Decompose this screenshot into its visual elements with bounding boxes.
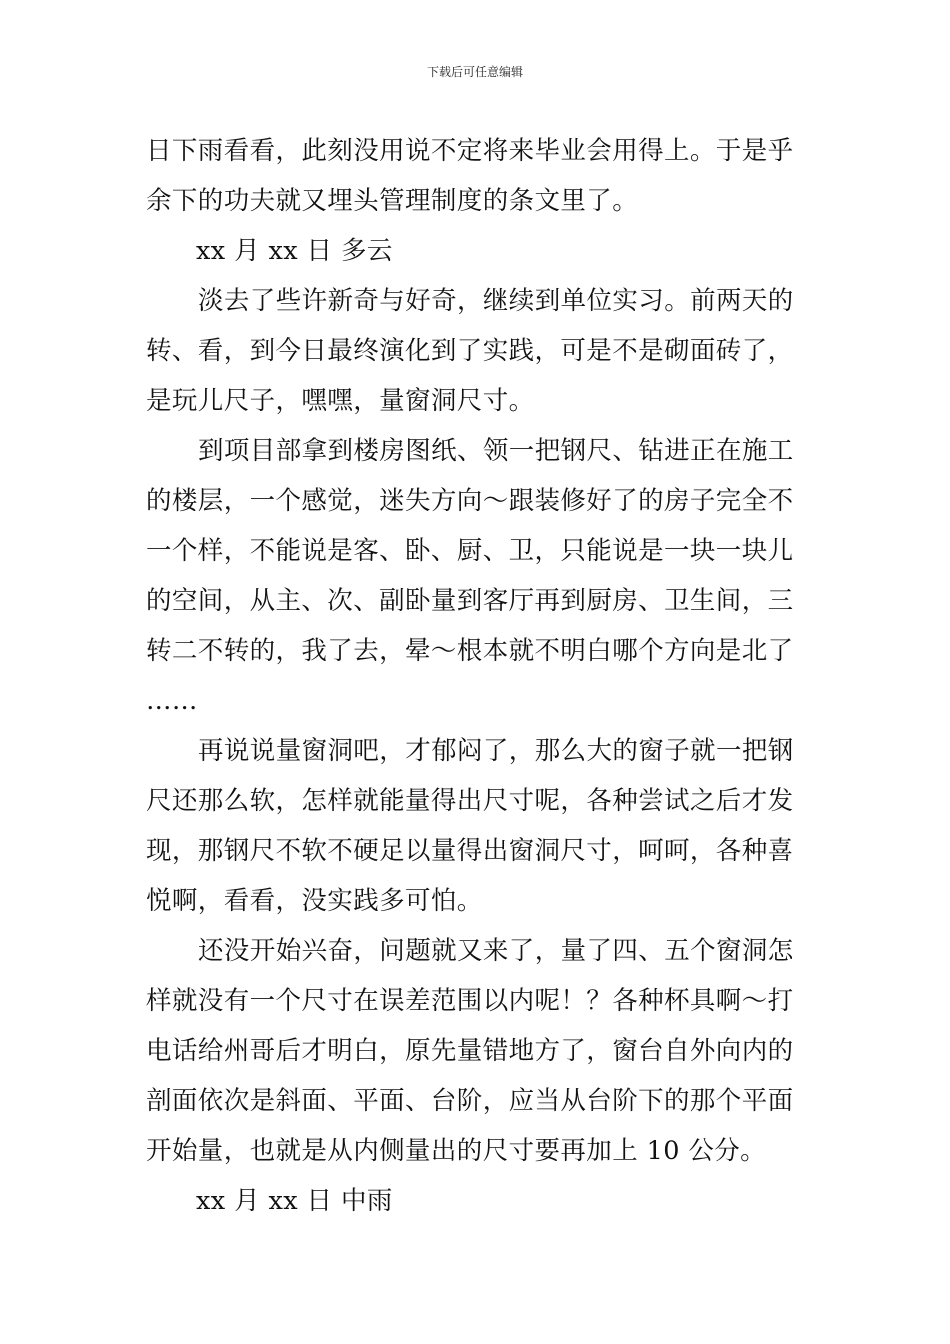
date-heading: xx 月 xx 日 多云 xyxy=(196,236,393,266)
text-line: 转、看，到今日最终演化到了实践，可是不是砌面砖了， xyxy=(146,336,794,366)
text-line: 电话给州哥后才明白，原先量错地方了，窗台自外向内的 xyxy=(146,1036,794,1066)
date-heading: xx 月 xx 日 中雨 xyxy=(196,1186,393,1216)
document-body xyxy=(146,126,806,1226)
text-line: 样就没有一个尺寸在误差范围以内呢！？各种杯具啊～打 xyxy=(146,986,794,1016)
text-line: 悦啊，看看，没实践多可怕。 xyxy=(146,886,483,916)
text-line: 转二不转的，我了去，晕～根本就不明白哪个方向是北了 xyxy=(146,636,794,666)
text-line: 现，那钢尺不软不硬足以量得出窗洞尺寸，呵呵，各种喜 xyxy=(146,836,794,866)
paragraph-start-line: 淡去了些许新奇与好奇，继续到单位实习。前两天的 xyxy=(198,286,794,316)
page-header-note: 下载后可任意编辑 xyxy=(426,65,523,79)
paragraph-start-line: 到项目部拿到楼房图纸、领一把钢尺、钻进正在施工 xyxy=(198,436,794,466)
text-line: …… xyxy=(146,686,198,716)
text-line: 余下的功夫就又埋头管理制度的条文里了。 xyxy=(146,186,639,216)
text-line: 开始量，也就是从内侧量出的尺寸要再加上 10 公分。 xyxy=(146,1136,767,1166)
text-line: 剖面依次是斜面、平面、台阶，应当从台阶下的那个平面 xyxy=(146,1086,794,1116)
text-line: 的楼层，一个感觉，迷失方向～跟装修好了的房子完全不 xyxy=(146,486,794,516)
text-line: 日下雨看看，此刻没用说不定将来毕业会用得上。于是乎 xyxy=(146,136,794,166)
text-line: 尺还那么软，怎样就能量得出尺寸呢，各种尝试之后才发 xyxy=(146,786,794,816)
text-line: 一个样，不能说是客、卧、厨、卫，只能说是一块一块儿 xyxy=(146,536,794,566)
paragraph-start-line: 还没开始兴奋，问题就又来了，量了四、五个窗洞怎 xyxy=(198,936,794,966)
text-line: 是玩儿尺子，嘿嘿，量窗洞尺寸。 xyxy=(146,386,535,416)
paragraph-start-line: 再说说量窗洞吧，才郁闷了，那么大的窗子就一把钢 xyxy=(198,736,794,766)
text-line: 的空间，从主、次、副卧量到客厅再到厨房、卫生间，三 xyxy=(146,586,794,616)
